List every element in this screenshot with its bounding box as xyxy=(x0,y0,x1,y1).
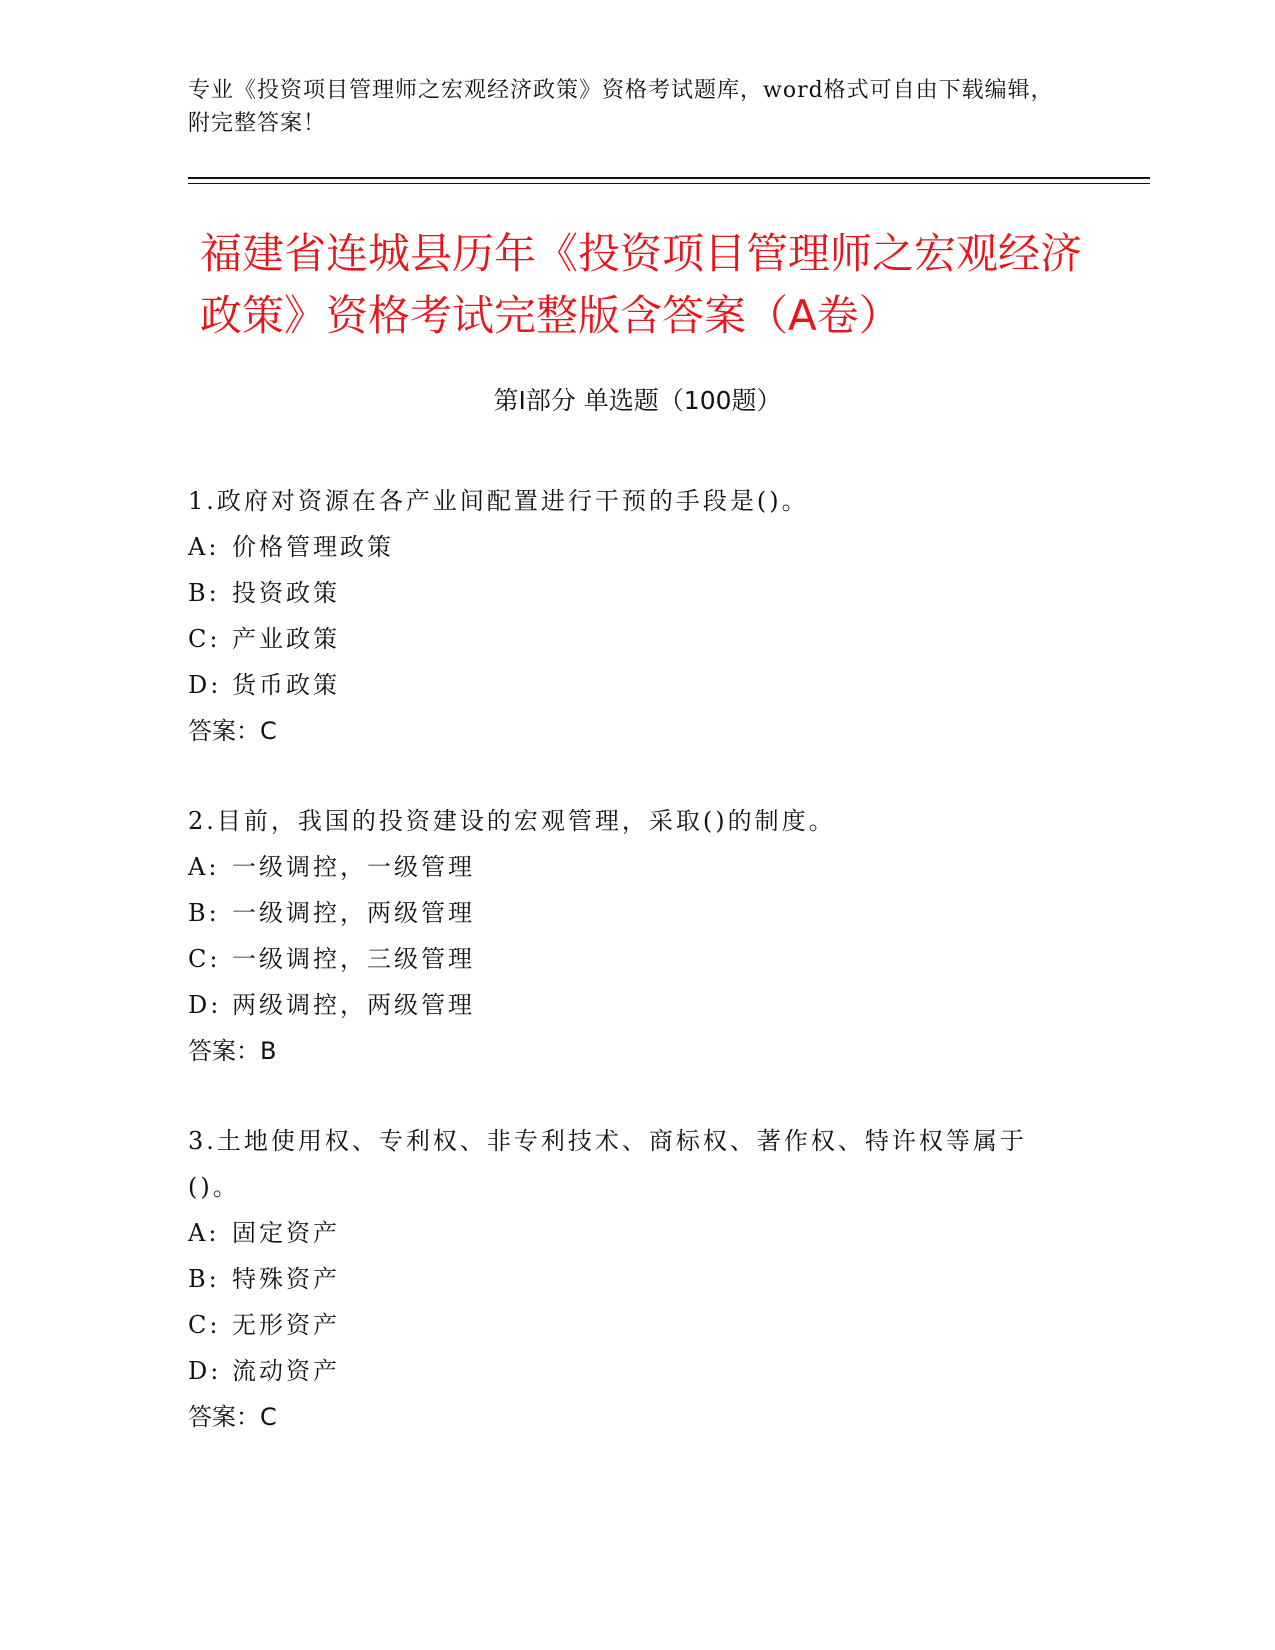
option-d xyxy=(188,662,1068,708)
answer: 答案：B xyxy=(188,1037,277,1065)
answer: 答案：C xyxy=(188,1403,277,1431)
option-key: C: xyxy=(188,625,221,653)
question-text: 3.土地使用权、专利权、非专利技术、商标权、著作权、特许权等属于()。 xyxy=(188,1127,1027,1201)
option-a xyxy=(188,1210,1068,1256)
option-key: B: xyxy=(188,579,220,607)
option-c xyxy=(188,1302,1068,1348)
option-text: 固定资产 xyxy=(232,1219,340,1247)
option-key: C: xyxy=(188,945,221,973)
option-text: 产业政策 xyxy=(232,625,340,653)
answer: 答案：C xyxy=(188,717,277,745)
option-key: D: xyxy=(188,671,222,699)
header-divider-thin xyxy=(188,183,1150,184)
option-key: B: xyxy=(188,899,220,927)
option-text: 特殊资产 xyxy=(232,1265,340,1293)
option-text: 价格管理政策 xyxy=(232,533,394,561)
option-b xyxy=(188,1256,1068,1302)
option-key: D: xyxy=(188,1357,222,1385)
option-text: 一级调控，两级管理 xyxy=(232,899,475,927)
option-b xyxy=(188,570,1068,616)
header-divider xyxy=(188,177,1150,179)
question-text: 1.政府对资源在各产业间配置进行干预的手段是()。 xyxy=(188,487,809,515)
option-key: B: xyxy=(188,1265,220,1293)
section-heading: 第I部分 单选题（100题） xyxy=(493,386,782,415)
question-text: 2.目前，我国的投资建设的宏观管理，采取()的制度。 xyxy=(188,807,836,835)
question-3 xyxy=(188,1118,1068,1440)
option-text: 两级调控，两级管理 xyxy=(232,991,475,1019)
option-d xyxy=(188,982,1068,1028)
option-text: 一级调控，三级管理 xyxy=(232,945,475,973)
option-b xyxy=(188,890,1068,936)
option-d xyxy=(188,1348,1068,1394)
option-text: 投资政策 xyxy=(232,579,340,607)
question-list xyxy=(188,478,1068,1484)
question-2 xyxy=(188,798,1068,1074)
option-key: A: xyxy=(188,853,220,881)
option-text: 货币政策 xyxy=(232,671,340,699)
option-a xyxy=(188,844,1068,890)
option-c xyxy=(188,936,1068,982)
question-1 xyxy=(188,478,1068,754)
option-text: 一级调控，一级管理 xyxy=(232,853,475,881)
option-key: A: xyxy=(188,533,220,561)
option-text: 无形资产 xyxy=(232,1311,340,1339)
option-key: A: xyxy=(188,1219,220,1247)
option-key: D: xyxy=(188,991,222,1019)
option-c xyxy=(188,616,1068,662)
option-a xyxy=(188,524,1068,570)
option-key: C: xyxy=(188,1311,221,1339)
document-title: 福建省连城县历年《投资项目管理师之宏观经济政策》资格考试完整版含答案（A卷） xyxy=(200,229,1083,340)
option-text: 流动资产 xyxy=(232,1357,340,1385)
header-note: 专业《投资项目管理师之宏观经济政策》资格考试题库，word格式可自由下载编辑，附完整答案！ xyxy=(188,78,1054,136)
